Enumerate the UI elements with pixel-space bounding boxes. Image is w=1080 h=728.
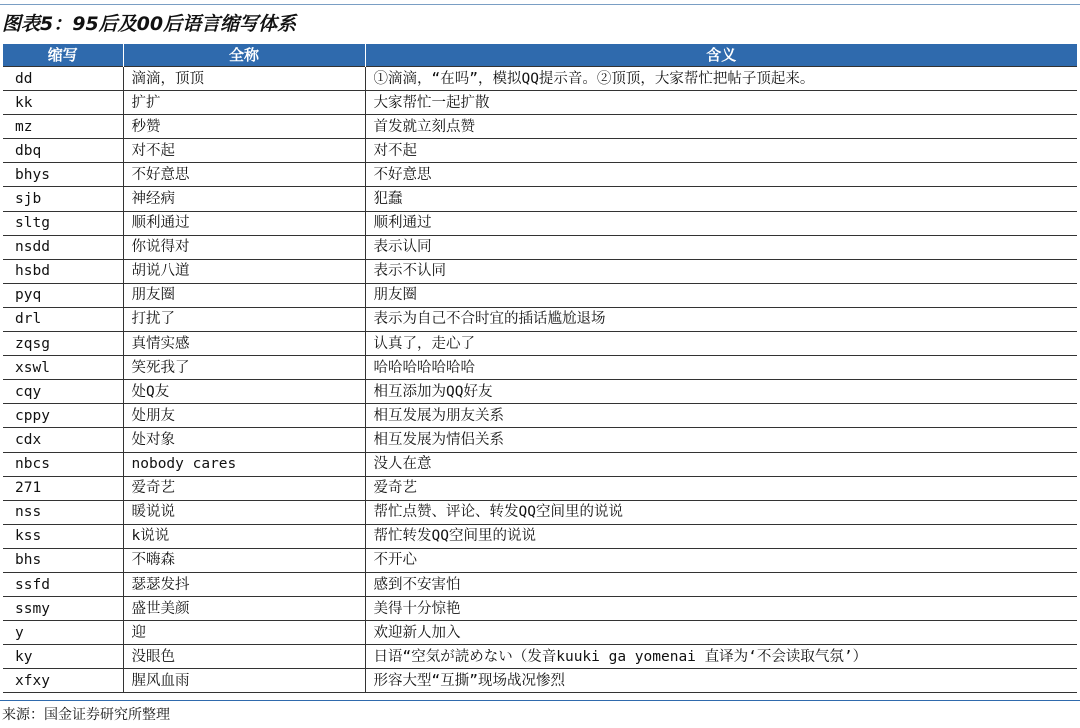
cell-full: 朋友圈: [123, 283, 365, 307]
cell-abbr: nsdd: [3, 235, 123, 259]
cell-meaning: 对不起: [365, 139, 1077, 163]
cell-meaning: 表示认同: [365, 235, 1077, 259]
cell-abbr: kk: [3, 91, 123, 115]
table-row: [3, 91, 1077, 115]
cell-abbr: xswl: [3, 356, 123, 380]
cell-full: 没眼色: [123, 645, 365, 669]
cell-full: 秒赞: [123, 115, 365, 139]
cell-meaning: 不好意思: [365, 163, 1077, 187]
cell-full: 胡说八道: [123, 259, 365, 283]
figure-title: 图表5：95后及00后语言缩写体系: [2, 13, 297, 35]
cell-full: 你说得对: [123, 235, 365, 259]
table-row: [3, 332, 1077, 356]
cell-full: 打扰了: [123, 307, 365, 331]
cell-abbr: nbcs: [3, 452, 123, 476]
table-row: [3, 452, 1077, 476]
cell-abbr: bhs: [3, 548, 123, 572]
cell-abbr: mz: [3, 115, 123, 139]
table-row: [3, 139, 1077, 163]
header-abbr: 缩写: [3, 44, 123, 67]
cell-meaning: 相互添加为QQ好友: [365, 380, 1077, 404]
cell-full: 笑死我了: [123, 356, 365, 380]
table-row: [3, 211, 1077, 235]
cell-meaning: 大家帮忙一起扩散: [365, 91, 1077, 115]
cell-meaning: 形容大型“互撕”现场战况惨烈: [365, 669, 1077, 693]
cell-meaning: 帮忙点赞、评论、转发QQ空间里的说说: [365, 500, 1077, 524]
table-row: [3, 572, 1077, 596]
table-row: [3, 645, 1077, 669]
cell-full: 顺利通过: [123, 211, 365, 235]
cell-meaning: 美得十分惊艳: [365, 597, 1077, 621]
cell-abbr: cqy: [3, 380, 123, 404]
cell-full: 爱奇艺: [123, 476, 365, 500]
table-row: [3, 67, 1077, 91]
cell-meaning: 首发就立刻点赞: [365, 115, 1077, 139]
cell-full: 迎: [123, 621, 365, 645]
table-row: [3, 428, 1077, 452]
table-row: [3, 380, 1077, 404]
cell-abbr: bhys: [3, 163, 123, 187]
cell-full: 不嗨森: [123, 548, 365, 572]
cell-meaning: 犯蠢: [365, 187, 1077, 211]
table-row: [3, 283, 1077, 307]
cell-abbr: cdx: [3, 428, 123, 452]
header-meaning: 含义: [365, 44, 1077, 67]
table-body: [3, 67, 1077, 693]
source-note: 来源：国金证券研究所整理: [2, 707, 170, 723]
header-full: 全称: [123, 44, 365, 67]
cell-abbr: cppy: [3, 404, 123, 428]
cell-meaning: ①滴滴，“在吗”，模拟QQ提示音。②顶顶，大家帮忙把帖子顶起来。: [365, 67, 1077, 91]
cell-abbr: y: [3, 621, 123, 645]
cell-meaning: 爱奇艺: [365, 476, 1077, 500]
cell-full: 不好意思: [123, 163, 365, 187]
cell-meaning: 感到不安害怕: [365, 572, 1077, 596]
cell-full: 处对象: [123, 428, 365, 452]
cell-full: 神经病: [123, 187, 365, 211]
table-row: [3, 669, 1077, 693]
cell-full: 暖说说: [123, 500, 365, 524]
table-row: [3, 115, 1077, 139]
cell-meaning: 欢迎新人加入: [365, 621, 1077, 645]
cell-abbr: sltg: [3, 211, 123, 235]
cell-meaning: 相互发展为情侣关系: [365, 428, 1077, 452]
cell-full: 对不起: [123, 139, 365, 163]
cell-meaning: 日语“空気が読めない（发音kuuki ga yomenai 直译为‘不会读取气氛’）: [365, 645, 1077, 669]
cell-meaning: 表示为自己不合时宜的插话尴尬退场: [365, 307, 1077, 331]
cell-meaning: 朋友圈: [365, 283, 1077, 307]
cell-abbr: nss: [3, 500, 123, 524]
table-row: [3, 476, 1077, 500]
bottom-rule: [0, 700, 1080, 701]
cell-full: 处朋友: [123, 404, 365, 428]
table-row: [3, 548, 1077, 572]
table-row: [3, 259, 1077, 283]
cell-meaning: 哈哈哈哈哈哈哈: [365, 356, 1077, 380]
table-row: [3, 235, 1077, 259]
table-row: [3, 404, 1077, 428]
cell-abbr: zqsg: [3, 332, 123, 356]
abbreviation-table: [3, 44, 1077, 693]
cell-full: 滴滴，顶顶: [123, 67, 365, 91]
cell-abbr: pyq: [3, 283, 123, 307]
cell-meaning: 认真了，走心了: [365, 332, 1077, 356]
cell-full: 瑟瑟发抖: [123, 572, 365, 596]
top-rule: [0, 4, 1080, 5]
table-row: [3, 307, 1077, 331]
cell-full: 处Q友: [123, 380, 365, 404]
cell-meaning: 表示不认同: [365, 259, 1077, 283]
cell-abbr: dbq: [3, 139, 123, 163]
table-row: [3, 524, 1077, 548]
cell-abbr: xfxy: [3, 669, 123, 693]
cell-abbr: ssfd: [3, 572, 123, 596]
cell-full: 扩扩: [123, 91, 365, 115]
table-header-row: [3, 44, 1077, 67]
cell-abbr: kss: [3, 524, 123, 548]
cell-full: k说说: [123, 524, 365, 548]
cell-full: 腥风血雨: [123, 669, 365, 693]
cell-abbr: 271: [3, 476, 123, 500]
table-row: [3, 500, 1077, 524]
table-row: [3, 597, 1077, 621]
cell-abbr: ky: [3, 645, 123, 669]
cell-full: nobody cares: [123, 452, 365, 476]
cell-abbr: ssmy: [3, 597, 123, 621]
cell-meaning: 顺利通过: [365, 211, 1077, 235]
cell-meaning: 没人在意: [365, 452, 1077, 476]
cell-abbr: hsbd: [3, 259, 123, 283]
table-row: [3, 187, 1077, 211]
cell-full: 真情实感: [123, 332, 365, 356]
table-row: [3, 356, 1077, 380]
cell-meaning: 相互发展为朋友关系: [365, 404, 1077, 428]
cell-abbr: drl: [3, 307, 123, 331]
cell-meaning: 帮忙转发QQ空间里的说说: [365, 524, 1077, 548]
cell-meaning: 不开心: [365, 548, 1077, 572]
cell-abbr: dd: [3, 67, 123, 91]
table-row: [3, 621, 1077, 645]
table-row: [3, 163, 1077, 187]
cell-abbr: sjb: [3, 187, 123, 211]
cell-full: 盛世美颜: [123, 597, 365, 621]
